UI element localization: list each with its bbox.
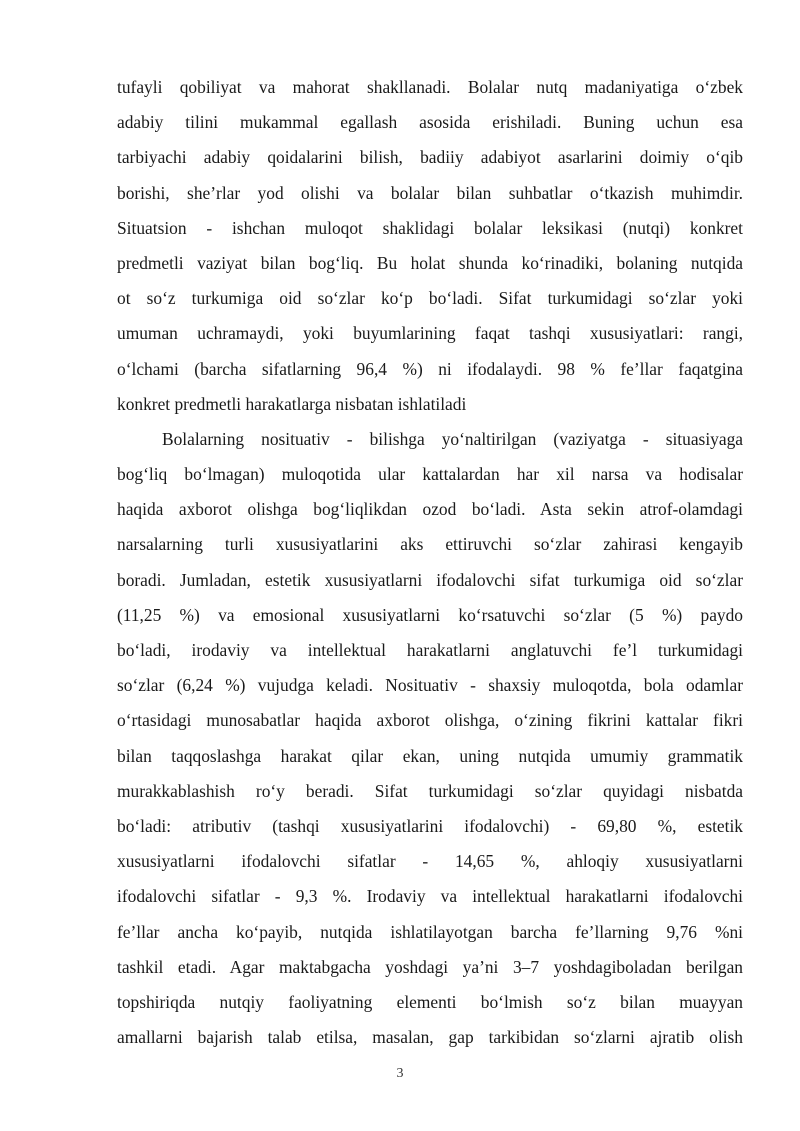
body-text xyxy=(117,70,743,1055)
page-number: 3 xyxy=(396,1066,404,1081)
text-line: Situatsion - ishchan muloqot shaklidagi bolalar leksikasi (nutqi) konkret xyxy=(117,217,743,238)
text-line: (11,25 %) va emosional xususiyatlarni ko‘rsatuvchi so‘zlar (5 %) paydo xyxy=(117,604,743,625)
text-line: so‘zlar (6,24 %) vujudga keladi. Nosituativ - shaxsiy muloqotda, bola odamlar xyxy=(117,675,743,696)
text-line: tufayli qobiliyat va mahorat shakllanadi. Bolalar nutq madaniyatiga o‘zbek xyxy=(117,77,743,97)
text-line: boradi. Jumladan, estetik xususiyatlarni ifodalovchi sifat turkumiga oid so‘zlar xyxy=(117,569,743,590)
text-line: haqida axborot olishga bog‘liqlikdan ozod bo‘ladi. Asta sekin atrof-olamdagi xyxy=(117,499,743,520)
text-line: bo‘ladi: atributiv (tashqi xususiyatlarini ifodalovchi) - 69,80 %, estetik xyxy=(117,815,743,836)
text-line: ifodalovchi sifatlar - 9,3 %. Irodaviy va intellektual harakatlarni ifodalovchi xyxy=(117,886,743,907)
text-line: konkret predmetli harakatlarga nisbatan ishlatiladi xyxy=(117,393,467,414)
text-line: murakkablashish ro‘y beradi. Sifat turkumidagi so‘zlar quyidagi nisbatda xyxy=(117,780,743,801)
text-line: xususiyatlarni ifodalovchi sifatlar - 14,65 %, ahloqiy xususiyatlarni xyxy=(117,851,743,872)
text-line: narsalarning turli xususiyatlarini aks ettiruvchi so‘zlar zahirasi kengayib xyxy=(117,534,743,555)
text-line: tashkil etadi. Agar maktabgacha yoshdagi ya’ni 3–7 yoshdagiboladan berilgan xyxy=(117,956,743,977)
text-line: bog‘liq bo‘lmagan) muloqotida ular kattalardan har xil narsa va hodisalar xyxy=(117,464,743,485)
text-line: ot so‘z turkumiga oid so‘zlar ko‘p bo‘ladi. Sifat turkumidagi so‘zlar yoki xyxy=(117,288,743,309)
text-line: bo‘ladi, irodaviy va intellektual harakatlarni anglatuvchi fe’l turkumidagi xyxy=(117,640,743,660)
text-line: adabiy tilini mukammal egallash asosida erishiladi. Buning uchun esa xyxy=(117,112,743,133)
text-line: Bolalarning nosituativ - bilishga yo‘naltirilgan (vaziyatga - situasiyaga xyxy=(162,428,743,449)
text-line: fe’llar ancha ko‘payib, nutqida ishlatilayotgan barcha fe’llarning 9,76 %ni xyxy=(117,921,743,942)
text-line: topshiriqda nutqiy faoliyatning elementi bo‘lmish so‘z bilan muayyan xyxy=(117,991,743,1012)
text-line: tarbiyachi adabiy qoidalarini bilish, badiiy adabiyot asarlarini doimiy o‘qib xyxy=(117,147,743,168)
text-line: predmetli vaziyat bilan bog‘liq. Bu holat shunda ko‘rinadiki, bolaning nutqida xyxy=(117,252,743,273)
text-line: amallarni bajarish talab etilsa, masalan, gap tarkibidan so‘zlarni ajratib olish xyxy=(117,1027,743,1048)
text-line: o‘lchami (barcha sifatlarning 96,4 %) ni ifodalaydi. 98 % fe’llar faqatgina xyxy=(117,358,743,379)
paragraph-1 xyxy=(117,70,743,422)
text-line: bilan taqqoslashga harakat qilar ekan, uning nutqida umumiy grammatik xyxy=(117,745,743,766)
paragraph-2 xyxy=(117,422,743,1055)
text-line: umuman uchramaydi, yoki buyumlarining faqat tashqi xususiyatlari: rangi, xyxy=(117,323,743,344)
text-line: o‘rtasidagi munosabatlar haqida axborot olishga, o‘zining fikrini kattalar fikri xyxy=(117,710,743,731)
text-line: borishi, she’rlar yod olishi va bolalar bilan suhbatlar o‘tkazish muhimdir. xyxy=(117,182,743,203)
